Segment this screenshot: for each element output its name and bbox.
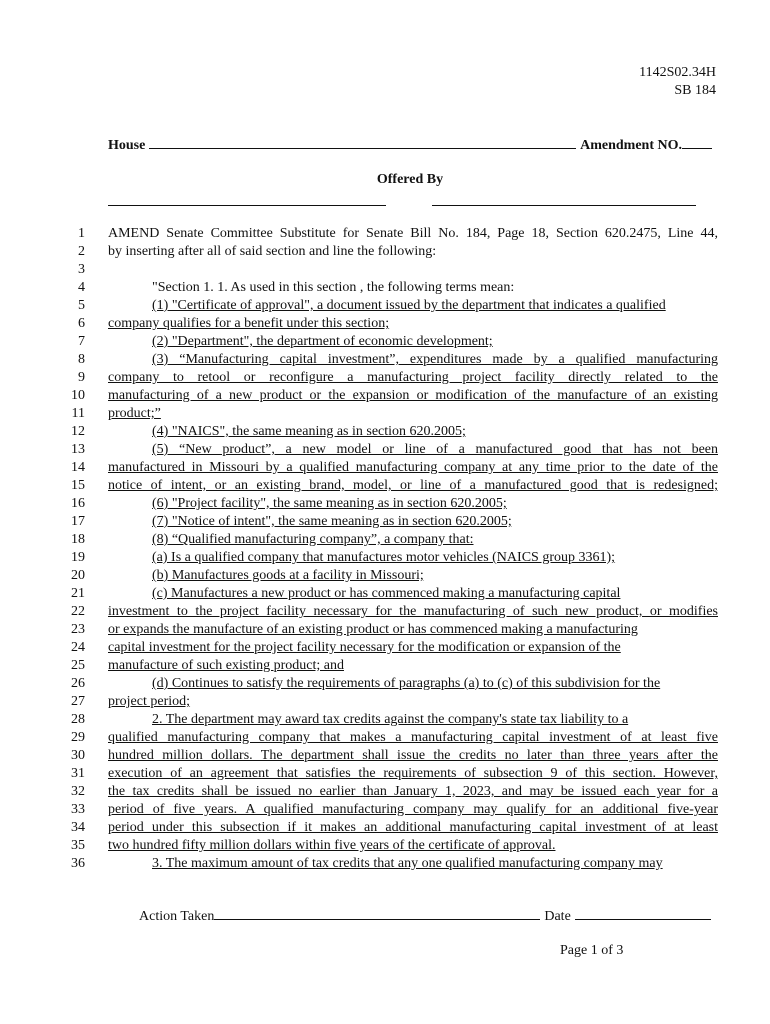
- line-number: 32: [71, 784, 85, 799]
- house-amendment-line: [108, 135, 712, 154]
- line-number: 7: [78, 334, 85, 349]
- line-number: 11: [71, 406, 85, 421]
- line-number: 13: [71, 442, 85, 457]
- line-number: 16: [71, 496, 85, 511]
- line-text: (a) Is a qualified company that manufactures motor vehicles (NAICS group 3361);: [152, 550, 616, 565]
- line-number: 9: [78, 370, 85, 385]
- line-number: 14: [71, 460, 85, 475]
- line-number: 26: [71, 676, 85, 691]
- line-text: (5) “New product”, a new model or line of a manufactured good that has not been: [152, 442, 718, 457]
- line-number: 28: [71, 712, 85, 727]
- line-number: 12: [71, 424, 85, 439]
- line-text: company to retool or reconfigure a manufacturing project facility directly related to the: [108, 370, 718, 385]
- action-taken-label: Action Taken: [139, 909, 215, 924]
- document-header: [639, 64, 716, 100]
- document-line: [0, 603, 770, 621]
- date-blank: [575, 906, 711, 920]
- line-text: (c) Manufactures a new product or has commenced making a manufacturing capital: [152, 586, 621, 601]
- offered-by-signature-line-left: [108, 191, 386, 206]
- document-line: [0, 423, 770, 441]
- page-number: Page 1 of 3: [560, 943, 624, 958]
- amendment-number-blank: [682, 135, 712, 149]
- document-line: [0, 549, 770, 567]
- document-line: [0, 801, 770, 819]
- line-text: (2) "Department", the department of economic development;: [152, 334, 493, 349]
- document-line: [0, 261, 770, 279]
- line-number: 19: [71, 550, 85, 565]
- line-text: 2. The department may award tax credits against the company's state tax liability to a: [152, 712, 629, 727]
- amendment-label: Amendment NO.: [580, 138, 682, 153]
- document-line: [0, 315, 770, 333]
- document-line: [0, 405, 770, 423]
- line-text: notice of intent, or an existing brand, model, or line of a manufactured good that is redesigned;: [108, 478, 718, 493]
- document-line: [0, 495, 770, 513]
- house-label: House: [108, 138, 146, 153]
- line-number: 17: [71, 514, 85, 529]
- action-taken-line: [139, 906, 717, 925]
- amendment-body: [0, 225, 770, 873]
- line-text: manufactured in Missouri by a qualified manufacturing company at any time prior to the date of the: [108, 460, 718, 475]
- document-line: [0, 657, 770, 675]
- line-number: 3: [78, 262, 85, 277]
- document-line: [0, 459, 770, 477]
- document-line: [0, 783, 770, 801]
- document-line: [0, 567, 770, 585]
- line-text: project period;: [108, 694, 191, 709]
- line-number: 36: [71, 856, 85, 871]
- document-line: [0, 477, 770, 495]
- line-number: 34: [71, 820, 85, 835]
- house-blank: [149, 135, 576, 149]
- line-text: (8) “Qualified manufacturing company”, a company that:: [152, 532, 474, 547]
- line-text: (3) “Manufacturing capital investment”, expenditures made by a qualified manufacturing: [152, 352, 718, 367]
- line-number: 1: [78, 226, 85, 241]
- line-number: 23: [71, 622, 85, 637]
- line-text: qualified manufacturing company that makes a manufacturing capital investment of at least five: [108, 730, 718, 745]
- line-text: (7) "Notice of intent", the same meaning as in section 620.2005;: [152, 514, 512, 529]
- document-line: [0, 441, 770, 459]
- document-line: [0, 729, 770, 747]
- date-label: Date: [544, 909, 571, 924]
- line-number: 5: [78, 298, 85, 313]
- line-number: 33: [71, 802, 85, 817]
- document-line: [0, 675, 770, 693]
- line-number: 24: [71, 640, 85, 655]
- document-line: [0, 693, 770, 711]
- line-text: (b) Manufactures goods at a facility in Missouri;: [152, 568, 424, 583]
- line-number: 20: [71, 568, 85, 583]
- line-number: 30: [71, 748, 85, 763]
- line-text: (6) "Project facility", the same meaning as in section 620.2005;: [152, 496, 507, 511]
- action-taken-blank: [214, 906, 540, 920]
- line-text: company qualifies for a benefit under this section;: [108, 316, 390, 331]
- line-number: 22: [71, 604, 85, 619]
- line-number: 10: [71, 388, 85, 403]
- line-text: investment to the project facility necessary for the manufacturing of such new product, or modifies: [108, 604, 718, 619]
- line-number: 27: [71, 694, 85, 709]
- line-text: manufacturing of a new product or the expansion or modification of the manufacture of an existing: [108, 388, 718, 403]
- document-line: [0, 513, 770, 531]
- line-text: manufacture of such existing product; and: [108, 658, 344, 673]
- offered-by-heading: Offered By: [376, 172, 444, 187]
- line-text: "Section 1. 1. As used in this section , the following terms mean:: [152, 280, 515, 295]
- document-line: [0, 297, 770, 315]
- line-text: AMEND Senate Committee Substitute for Senate Bill No. 184, Page 18, Section 620.2475, Line 44,: [108, 226, 718, 241]
- line-number: 8: [78, 352, 85, 367]
- bill-number: SB 184: [674, 83, 716, 98]
- document-line: [0, 819, 770, 837]
- line-number: 18: [71, 532, 85, 547]
- line-text: capital investment for the project facility necessary for the modification or expansion of the: [108, 640, 621, 655]
- line-number: 25: [71, 658, 85, 673]
- document-line: [0, 621, 770, 639]
- document-line: [0, 711, 770, 729]
- line-text: the tax credits shall be issued no earlier than January 1, 2023, and may be issued each year for a: [108, 784, 718, 799]
- document-line: [0, 333, 770, 351]
- line-text: hundred million dollars. The department shall issue the credits no later than three years after the: [108, 748, 718, 763]
- document-line: [0, 765, 770, 783]
- line-number: 6: [78, 316, 85, 331]
- document-line: [0, 585, 770, 603]
- offered-by-signature-line-right: [432, 191, 696, 206]
- document-line: [0, 225, 770, 243]
- document-line: [0, 855, 770, 873]
- line-number: 15: [71, 478, 85, 493]
- document-id: 1142S02.34H: [639, 65, 716, 80]
- line-number: 35: [71, 838, 85, 853]
- line-text: product;”: [108, 406, 161, 421]
- line-number: 29: [71, 730, 85, 745]
- line-number: 31: [71, 766, 85, 781]
- line-text: period of five years. A qualified manufacturing company may qualify for an additional five-year: [108, 802, 718, 817]
- line-text: (1) "Certificate of approval", a document issued by the department that indicates a qualified: [152, 298, 666, 313]
- line-text: (4) "NAICS", the same meaning as in section 620.2005;: [152, 424, 466, 439]
- line-text: (d) Continues to satisfy the requirements of paragraphs (a) to (c) of this subdivision for the: [152, 676, 661, 691]
- document-line: [0, 639, 770, 657]
- line-text: execution of an agreement that satisfies the requirements of subsection 9 of this section. However,: [108, 766, 718, 781]
- line-number: 4: [78, 280, 85, 295]
- line-number: 2: [78, 244, 85, 259]
- document-line: [0, 243, 770, 261]
- line-text: 3. The maximum amount of tax credits that any one qualified manufacturing company may: [152, 856, 663, 871]
- document-line: [0, 369, 770, 387]
- document-line: [0, 837, 770, 855]
- document-line: [0, 351, 770, 369]
- line-text: or expands the manufacture of an existing product or has commenced making a manufacturing: [108, 622, 638, 637]
- document-line: [0, 387, 770, 405]
- document-line: [0, 747, 770, 765]
- document-line: [0, 531, 770, 549]
- line-text: by inserting after all of said section and line the following:: [108, 244, 437, 259]
- line-number: 21: [71, 586, 85, 601]
- document-line: [0, 279, 770, 297]
- line-text: two hundred fifty million dollars within five years of the certificate of approval.: [108, 838, 556, 853]
- line-text: period under this subsection if it makes an additional manufacturing capital investment of at least: [108, 820, 718, 835]
